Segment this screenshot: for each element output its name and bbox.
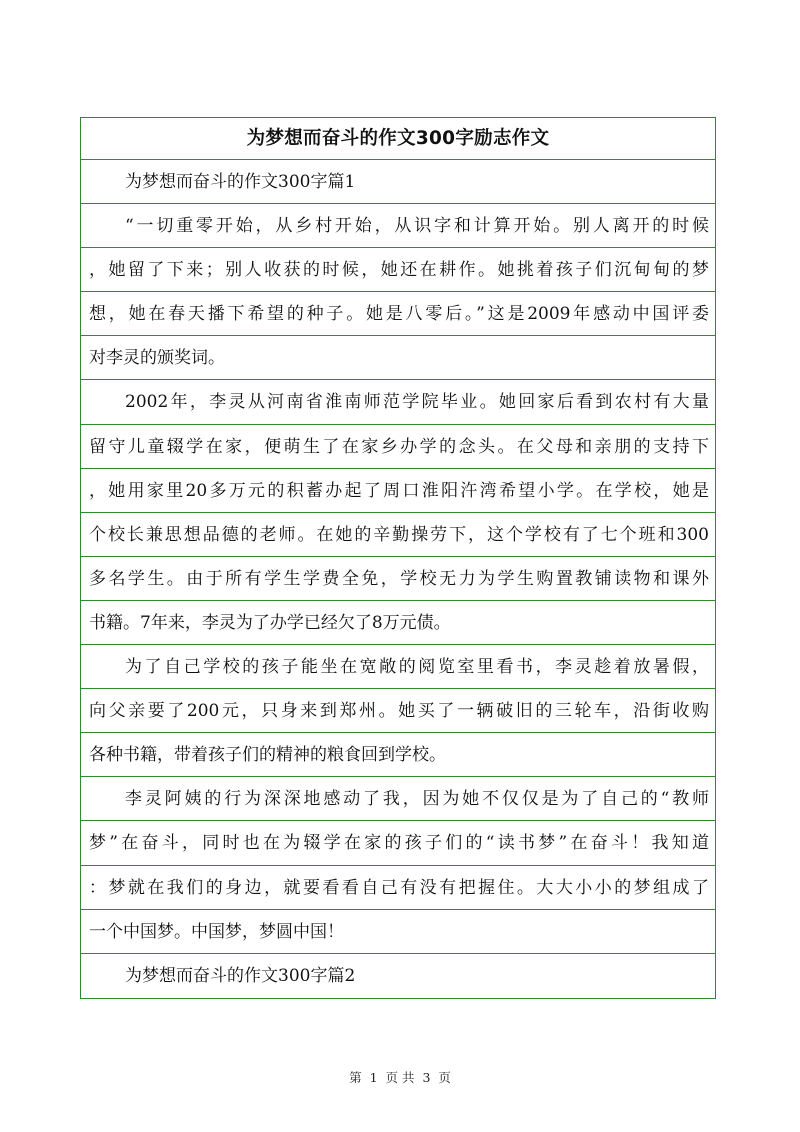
page-footer: [0, 1068, 800, 1086]
document-frame: [80, 117, 716, 999]
text-line: “一切重零开始，从乡村开始，从识字和计算开始。别人离开的时候: [81, 204, 715, 248]
text-line: 个校长兼思想品德的老师。在她的辛勤操劳下，这个学校有了七个班和300: [81, 513, 715, 557]
document-body: [81, 160, 715, 998]
text-line: 为梦想而奋斗的作文300字篇2: [125, 965, 356, 986]
text-line: 各种书籍，带着孩子们的精神的粮食回到学校。: [81, 733, 715, 777]
text-line: 留守儿童辍学在家，便萌生了在家乡办学的念头。在父母和亲朋的支持下: [81, 425, 715, 469]
text-line: ：梦就在我们的身边，就要看看自己有没有把握住。大大小小的梦组成了: [81, 866, 715, 910]
text-line: ，她用家里20多万元的积蓄办起了周口淮阳汻湾希望小学。在学校，她是: [81, 469, 715, 513]
text-line: 书籍。7年来，李灵为了办学已经欠了8万元债。: [81, 601, 715, 645]
text-line: 向父亲要了200元，只身来到郑州。她买了一辆破旧的三轮车，沿街收购: [81, 689, 715, 733]
text-line: 想，她在春天播下希望的种子。她是八零后。”这是2009年感动中国评委: [81, 292, 715, 336]
page-prefix: 第: [349, 1070, 362, 1085]
text-line: ，她留了下来；别人收获的时候，她还在耕作。她挑着孩子们沉甸甸的梦: [81, 248, 715, 292]
page-current: 1: [369, 1070, 378, 1085]
text-line: 为了自己学校的孩子能坐在宽敞的阅览室里看书，李灵趁着放暑假，: [81, 645, 715, 689]
page-mid: 页 共: [385, 1070, 415, 1085]
page-suffix: 页: [438, 1070, 451, 1085]
text-line: 李灵阿姨的行为深深地感动了我，因为她不仅仅是为了自己的“教师: [81, 777, 715, 821]
page-total: 3: [422, 1070, 431, 1085]
text-line: 多名学生。由于所有学生学费全免，学校无力为学生购置教铺读物和课外: [81, 557, 715, 601]
text-line: 一个中国梦。中国梦，梦圆中国！: [81, 910, 715, 954]
text-line: 梦”在奋斗，同时也在为辍学在家的孩子们的“读书梦”在奋斗！我知道: [81, 821, 715, 865]
text-line: 2002年，李灵从河南省淮南师范学院毕业。她回家后看到农村有大量: [81, 380, 715, 424]
text-line: 为梦想而奋斗的作文300字篇1: [81, 160, 715, 204]
document-title: 为梦想而奋斗的作文300字励志作文: [81, 118, 715, 160]
text-line: 对李灵的颁奖词。: [81, 336, 715, 380]
